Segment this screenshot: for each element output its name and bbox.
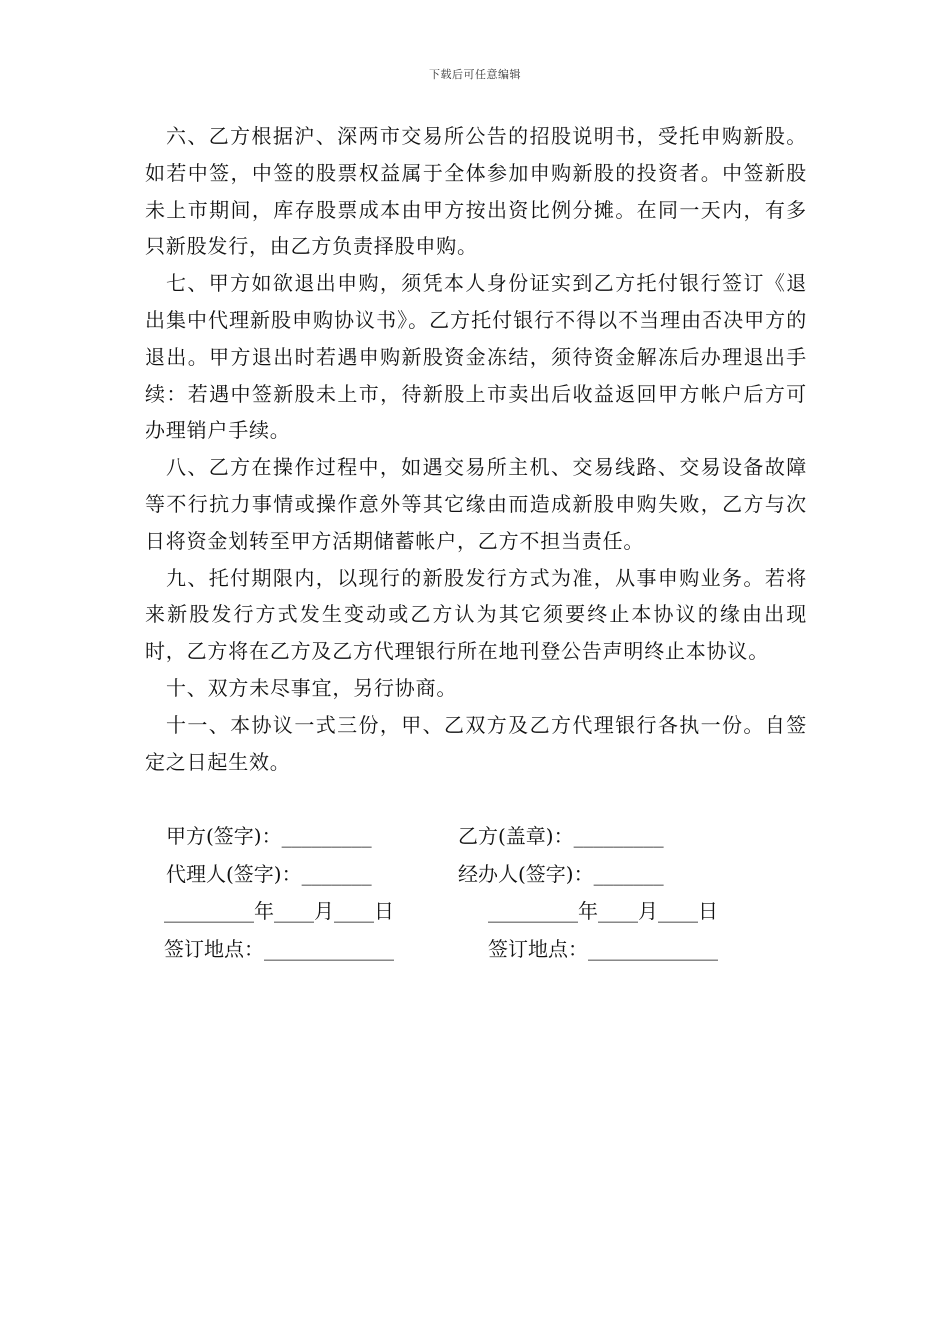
signature-row-parties	[145, 820, 807, 858]
signature-row-dates	[145, 895, 807, 933]
signing-place-line-b: 签订地点：_____________	[488, 936, 718, 961]
party-b-seal-line: 乙方(盖章)：_________	[458, 824, 664, 848]
clause-7: 七、甲方如欲退出申购，须凭本人身份证实到乙方托付银行签订《退出集中代理新股申购协议书》。乙方托付银行不得以不当理由否决甲方的退出。甲方退出时若遇申购新股资金冻结，须待资金解冻后办理退出手续：若遇中签新股未上市，待新股上市卖出后收益返回甲方帐户后方可办理销户手续。	[145, 271, 807, 443]
handler-signature-line: 经办人(签字)：_______	[458, 861, 664, 886]
signature-block	[145, 820, 807, 970]
page-header-note: 下载后可任意编辑	[429, 68, 521, 81]
date-line-b: _________年____月____日	[488, 899, 718, 923]
agent-signature-line: 代理人(签字)：_______	[166, 861, 372, 886]
agreement-body	[145, 118, 807, 780]
signature-row-places	[145, 933, 807, 971]
signature-row-agents	[145, 858, 807, 896]
date-line-a: _________年____月____日	[164, 899, 394, 923]
clause-11: 十一、本协议一式三份，甲、乙双方及乙方代理银行各执一份。自签定之日起生效。	[145, 712, 807, 774]
clause-9: 九、托付期限内，以现行的新股发行方式为准，从事申购业务。若将来新股发行方式发生变动或乙方认为其它须要终止本协议的缘由出现时，乙方将在乙方及乙方代理银行所在地刊登公告声明终止本协议。	[145, 565, 807, 664]
signing-place-line-a: 签订地点：_____________	[164, 936, 394, 961]
clause-6: 六、乙方根据沪、深两市交易所公告的招股说明书，受托申购新股。如若中签，中签的股票权益属于全体参加申购新股的投资者。中签新股未上市期间，库存股票成本由甲方按出资比例分摊。在同一天内，有多只新股发行，由乙方负责择股申购。	[145, 124, 807, 259]
party-a-signature-line: 甲方(签字)：_________	[166, 824, 372, 848]
clause-8: 八、乙方在操作过程中，如遇交易所主机、交易线路、交易设备故障等不行抗力事情或操作意外等其它缘由而造成新股申购失败，乙方与次日将资金划转至甲方活期储蓄帐户，乙方不担当责任。	[145, 455, 807, 553]
clause-10: 十、双方未尽事宜，另行协商。	[166, 675, 458, 700]
